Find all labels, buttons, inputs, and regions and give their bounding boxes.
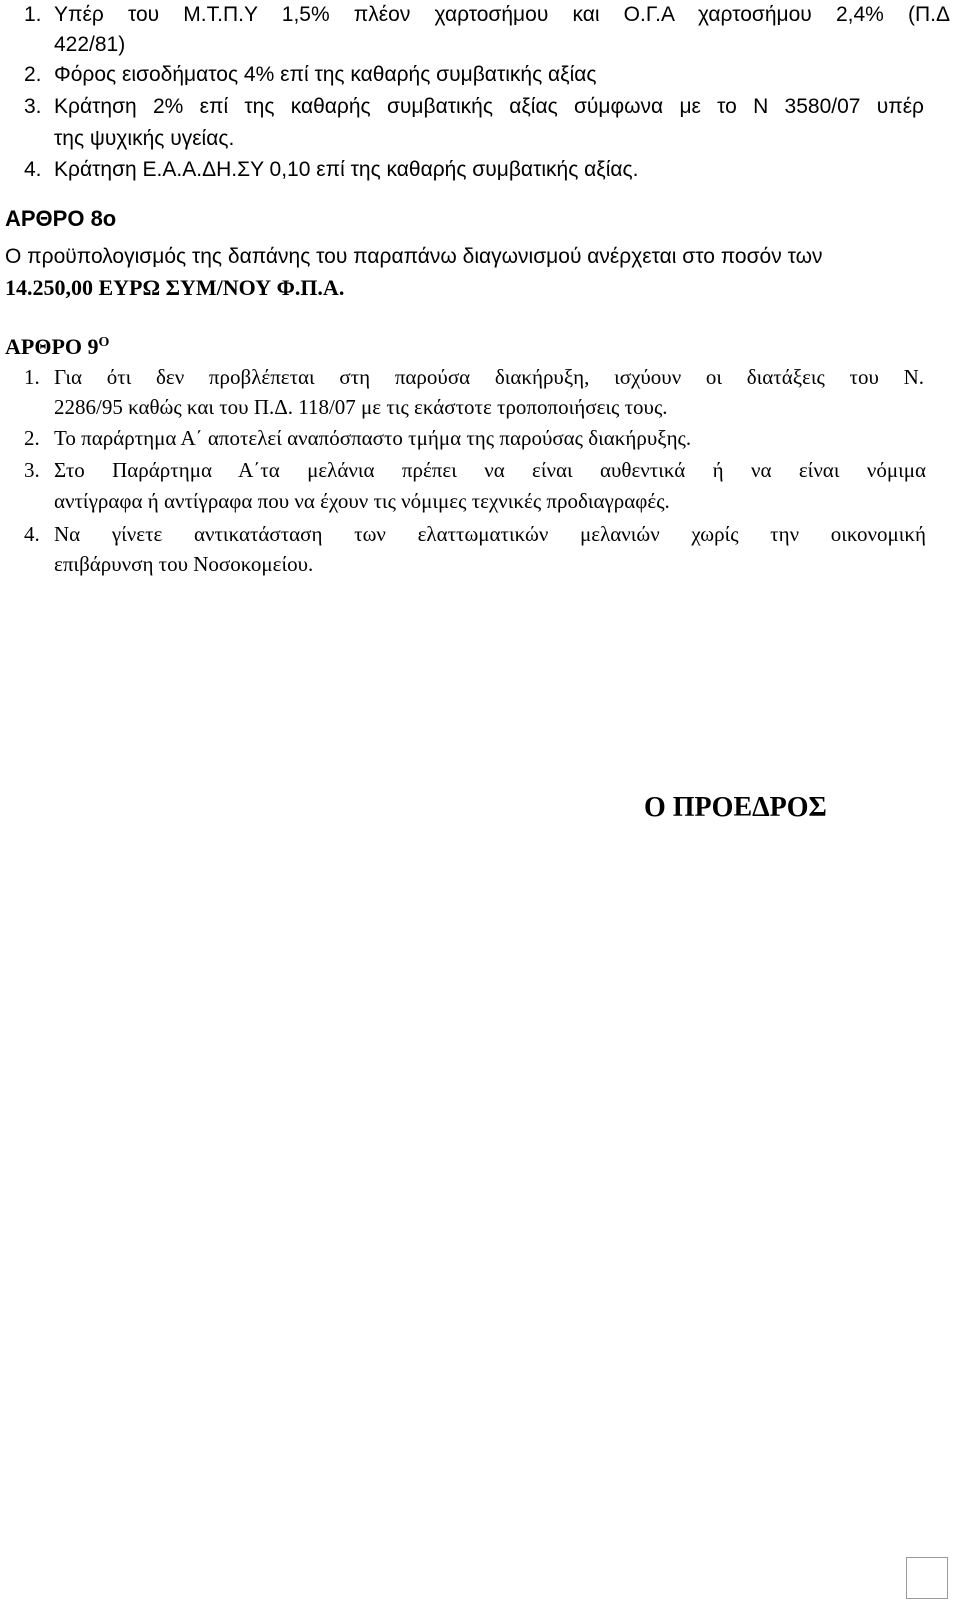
list-item-number: 4. xyxy=(24,158,42,181)
list-item-number: 2. xyxy=(24,426,40,450)
list-item-number: 3. xyxy=(24,95,42,118)
list-item-text: Φόρος εισοδήματος 4% επί της καθαρής συμβατικής αξίας xyxy=(54,63,597,86)
list-item-text: Κράτηση 2% επί της καθαρής συμβατικής αξίας σύμφωνα με το Ν 3580/07 υπέρ xyxy=(54,95,924,118)
list-item-text: Κράτηση Ε.Α.Α.ΔΗ.ΣΥ 0,10 επί της καθαρής συμβατικής αξίας. xyxy=(54,158,639,181)
article-8-heading: ΑΡΘΡΟ 8ο xyxy=(5,206,117,231)
list-item-text: Στο Παράρτημα Α΄τα μελάνια πρέπει να είναι αυθεντικά ή να είναι νόμιμα xyxy=(54,458,926,482)
list-item-text: Το παράρτημα Α΄ αποτελεί αναπόσπαστο τμήμα της παρούσας διακήρυξης. xyxy=(54,426,692,450)
list-item-number: 1. xyxy=(24,3,42,26)
page-corner-box xyxy=(906,1557,948,1599)
article-8-text: Ο προϋπολογισμός της δαπάνης του παραπάνω διαγωνισμού ανέρχεται στο ποσόν των xyxy=(5,245,823,268)
list-item-text: 422/81) xyxy=(54,33,126,56)
list-item-text: επιβάρυνση του Νοσοκομείου. xyxy=(54,552,314,576)
budget-amount: 14.250,00 ΕΥΡΩ ΣΥΜ/ΝΟΥ Φ.Π.Α. xyxy=(5,275,345,300)
list-item-text: της ψυχικής υγείας. xyxy=(54,127,235,150)
list-item-number: 1. xyxy=(24,365,40,389)
article-9-heading-superscript: Ο xyxy=(98,335,110,350)
list-item-text: αντίγραφα ή αντίγραφα που να έχουν τις νόμιμες τεχνικές προδιαγραφές. xyxy=(54,489,670,513)
list-item-number: 4. xyxy=(24,522,40,546)
list-item-number: 2. xyxy=(24,63,42,86)
list-item-text: 2286/95 καθώς και του Π.Δ. 118/07 με τις εκάστοτε τροποποιήσεις τους. xyxy=(54,395,668,419)
list-item-text: Υπέρ του Μ.Τ.Π.Υ 1,5% πλέον χαρτοσήμου και Ο.Γ.Α χαρτοσήμου 2,4% (Π.Δ xyxy=(54,3,950,26)
list-item-text: Να γίνετε αντικατάσταση των ελαττωματικών μελανιών χωρίς την οικονομική xyxy=(54,522,926,546)
article-9-heading-text: ΑΡΘΡΟ 9 xyxy=(5,334,99,359)
list-item-text: Για ότι δεν προβλέπεται στη παρούσα διακήρυξη, ισχύουν οι διατάξεις του Ν. xyxy=(54,365,924,389)
article-9-heading xyxy=(5,330,109,364)
list-item-number: 3. xyxy=(24,458,40,482)
signature-title: Ο ΠΡΟΕΔΡΟΣ xyxy=(644,792,827,823)
